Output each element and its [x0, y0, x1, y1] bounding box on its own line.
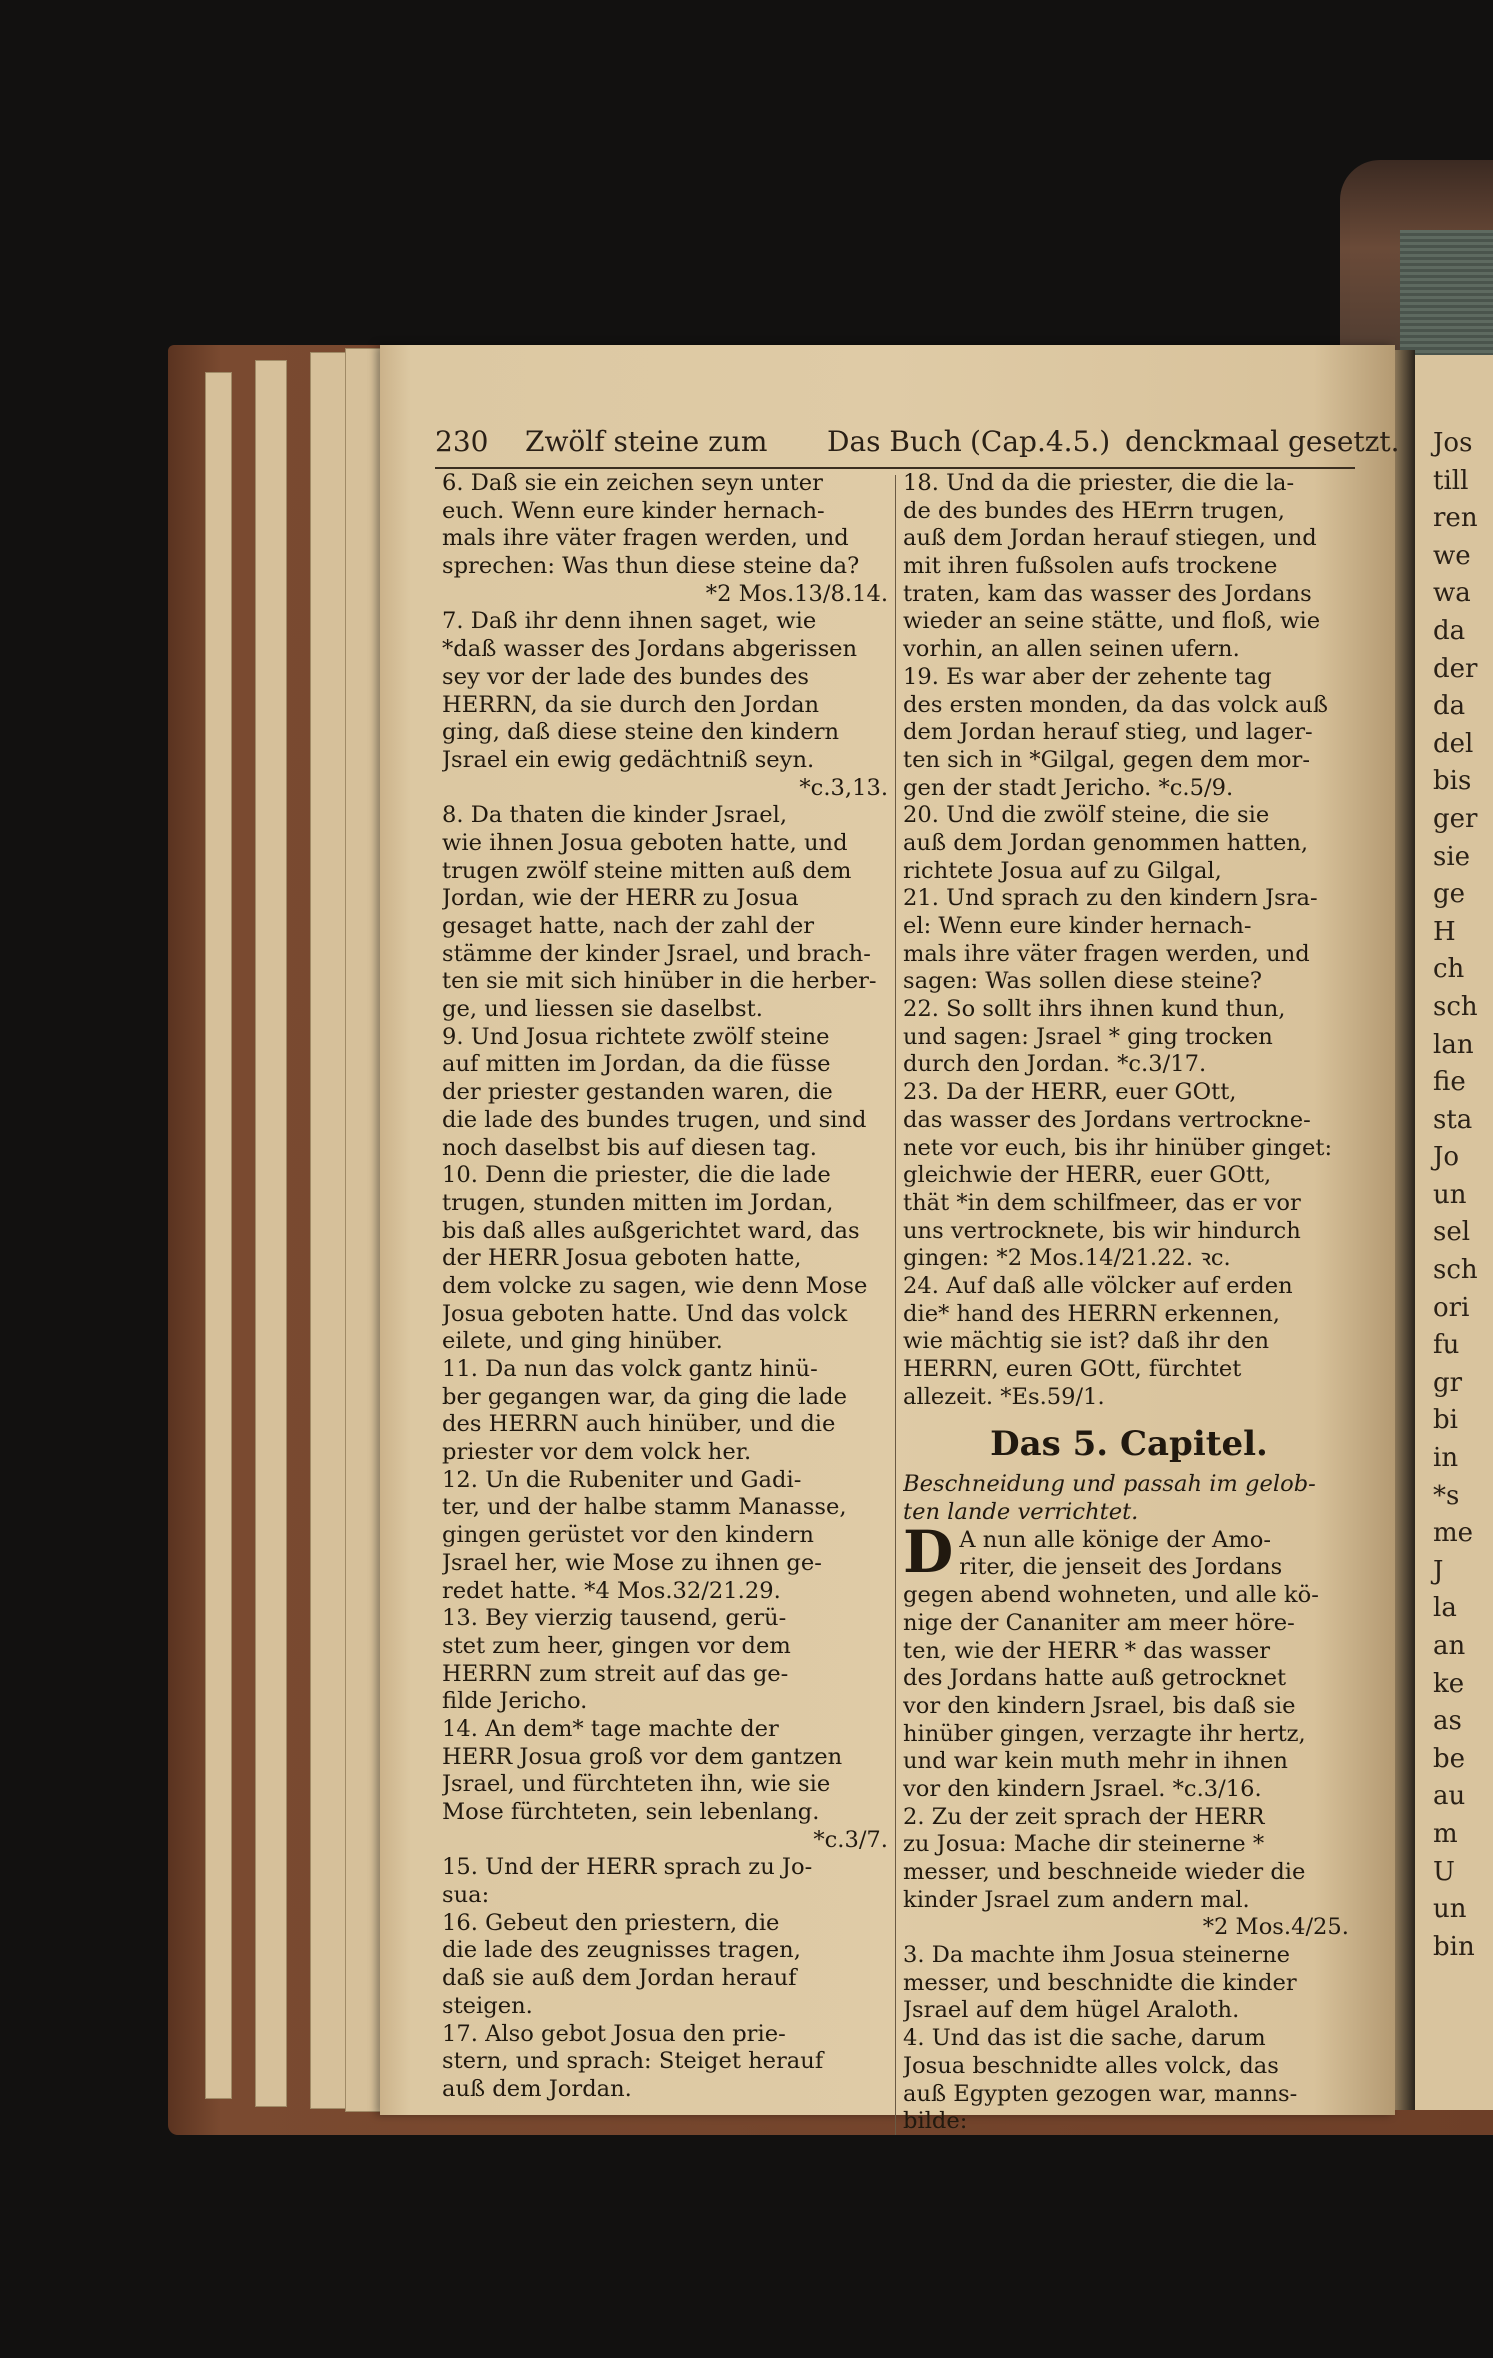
text-line: 2. Zu der zeit sprach der HERR	[903, 1803, 1265, 1830]
text-line: die* hand des HERRN erkennen,	[903, 1300, 1280, 1327]
page-stack-edge	[205, 372, 232, 2099]
fragment-line: bi	[1433, 1405, 1458, 1436]
text-line: vor den kindern Jsrael, bis daß sie	[903, 1692, 1296, 1719]
text-line: 21. Und sprach zu den kindern Jsra-	[903, 885, 1318, 912]
text-line: HERRN zum streit auf das ge-	[442, 1660, 789, 1687]
text-line: Josua geboten hatte. Und das volck	[442, 1300, 848, 1327]
text-line: zu Josua: Mache dir steinerne *	[903, 1831, 1265, 1858]
text-line: steigen.	[442, 1992, 533, 2019]
text-line: mit ihren fußsolen aufs trockene	[903, 553, 1278, 580]
text-line: 7. Daß ihr denn ihnen saget, wie	[442, 608, 817, 635]
text-line: vor den kindern Jsrael. *c.3/16.	[903, 1775, 1262, 1802]
text-line: riter, die jenseit des Jordans	[959, 1554, 1283, 1581]
left-text-column	[442, 470, 894, 2104]
text-line: 11. Da nun das volck gantz hinü-	[442, 1356, 818, 1382]
text-line: trugen zwölf steine mitten auß dem	[442, 857, 852, 884]
fragment-line: sel	[1433, 1217, 1471, 1248]
text-line: ten sie mit sich hinüber in die herber-	[442, 968, 877, 995]
text-line: *c.3/7.	[813, 1826, 888, 1853]
fragment-line: till	[1433, 465, 1469, 496]
text-line: auß dem Jordan genommen hatten,	[903, 829, 1309, 856]
text-line: des HERRN auch hinüber, und die	[442, 1411, 836, 1438]
text-line: 4. Und das ist die sache, darum	[903, 2025, 1266, 2052]
text-line: *2 Mos.13/8.14.	[705, 580, 888, 607]
fragment-line: sch	[1433, 991, 1478, 1022]
text-line: des Jordans hatte auß getrocknet	[903, 1665, 1287, 1692]
text-line: 17. Also gebot Josua den prie-	[442, 2020, 786, 2047]
header-rule	[435, 467, 1355, 469]
text-line: stern, und sprach: Steiget herauf	[442, 2048, 824, 2075]
catchword-left: Zwölf steine zum	[525, 425, 768, 458]
fragment-line: as	[1433, 1706, 1462, 1737]
fragment-line: bis	[1433, 766, 1472, 797]
text-line: ten sich in *Gilgal, gegen dem mor-	[903, 746, 1310, 773]
text-line: traten, kam das wasser des Jordans	[903, 580, 1312, 607]
text-line: dem Jordan herauf stieg, und lager-	[903, 719, 1313, 746]
text-line: priester vor dem volck her.	[442, 1439, 752, 1466]
text-line: der priester gestanden waren, die	[442, 1079, 833, 1106]
drop-cap: D	[903, 1517, 954, 1586]
text-line: gesaget hatte, nach der zahl der	[442, 913, 815, 939]
text-line: ber gegangen war, da ging die lade	[442, 1383, 847, 1410]
fragment-line: der	[1433, 653, 1478, 684]
text-line: 16. Gebeut den priestern, die	[442, 1909, 780, 1936]
text-line: nige der Cananiter am meer höre-	[903, 1609, 1295, 1636]
fragment-line: ren	[1433, 503, 1478, 534]
right-text-column	[903, 470, 1355, 2136]
text-line: 20. Und die zwölf steine, die sie	[903, 802, 1270, 829]
fragment-line: lan	[1433, 1029, 1474, 1060]
text-line: allezeit. *Es.59/1.	[903, 1383, 1105, 1410]
text-line: sua:	[442, 1882, 490, 1909]
text-line: wie ihnen Josua geboten hatte, und	[442, 829, 848, 856]
text-line: Josua beschnidte alles volck, das	[903, 2052, 1279, 2079]
text-line: stet zum heer, gingen vor dem	[442, 1632, 791, 1659]
text-line: *2 Mos.4/25.	[1202, 1914, 1349, 1941]
text-line: und sagen: Jsrael * ging trocken	[903, 1023, 1273, 1050]
text-line: auf mitten im Jordan, da die füsse	[442, 1051, 831, 1078]
fragment-line: ger	[1433, 803, 1478, 834]
text-line: gingen: *2 Mos.14/21.22. ꝛc.	[903, 1245, 1231, 1272]
text-line: ging, daß diese steine den kindern	[442, 719, 840, 746]
text-line: Mose fürchteten, sein lebenlang.	[442, 1799, 820, 1825]
text-line: trugen, stunden mitten im Jordan,	[442, 1189, 834, 1216]
fragment-line: we	[1433, 540, 1471, 571]
text-line: auß dem Jordan herauf stiegen, und	[903, 525, 1317, 552]
text-line: dem volcke zu sagen, wie denn Mose	[442, 1272, 868, 1299]
chapter-heading: Das 5. Capitel.	[990, 1424, 1268, 1465]
fragment-line: ori	[1433, 1292, 1470, 1323]
text-line: thät *in dem schilfmeer, das er vor	[903, 1189, 1301, 1216]
text-line: 9. Und Josua richtete zwölf steine	[442, 1023, 830, 1050]
text-line: des ersten monden, da das volck auß	[903, 691, 1328, 718]
text-line: 3. Da machte ihm Josua steinerne	[903, 1942, 1290, 1969]
fragment-line: U	[1433, 1856, 1455, 1887]
text-line: mals ihre väter fragen werden, und	[903, 940, 1310, 967]
fragment-line: m	[1433, 1818, 1458, 1849]
fragment-line: un	[1433, 1179, 1467, 1210]
fragment-line: H	[1433, 916, 1456, 947]
text-line: sprechen: Was thun diese steine da?	[442, 553, 860, 580]
fragment-line: bin	[1433, 1931, 1475, 1962]
text-line: gingen gerüstet vor den kindern	[442, 1522, 814, 1549]
fragment-line: *s	[1433, 1480, 1460, 1511]
fragment-line: an	[1433, 1631, 1466, 1661]
text-line: richtete Josua auf zu Gilgal,	[903, 857, 1222, 884]
chapter-summary	[903, 1471, 1355, 1526]
running-header	[435, 425, 1400, 465]
catchword-right: denckmaal gesetzt.	[1125, 425, 1400, 458]
text-line: euch. Wenn eure kinder hernach-	[442, 497, 825, 524]
text-line: ge, und liessen sie daselbst.	[442, 996, 763, 1023]
text-line: die lade des zeugnisses tragen,	[442, 1937, 801, 1964]
fragment-line: Jo	[1433, 1142, 1460, 1173]
text-line: Jsrael auf dem hügel Araloth.	[903, 1997, 1240, 2024]
text-line: Jsrael her, wie Mose zu ihnen ge-	[442, 1549, 822, 1576]
fragment-line: ge	[1433, 879, 1466, 910]
text-line: kinder Jsrael zum andern mal.	[903, 1886, 1250, 1913]
text-line: *daß wasser des Jordans abgerissen	[442, 636, 858, 663]
text-line: daß sie auß dem Jordan herauf	[442, 1965, 797, 1992]
fragment-line: me	[1433, 1518, 1474, 1549]
text-line: Jsrael ein ewig gedächtniß seyn.	[442, 746, 815, 773]
text-line: A nun alle könige der Amo-	[959, 1526, 1271, 1553]
page-stack-edge	[255, 360, 287, 2107]
text-line: 14. An dem* tage machte der	[442, 1715, 779, 1742]
text-line: und war kein muth mehr in ihnen	[903, 1748, 1288, 1775]
text-line: wie mächtig sie ist? daß ihr den	[903, 1328, 1270, 1355]
text-line: der HERR Josua geboten hatte,	[442, 1245, 802, 1272]
fragment-line: Jos	[1433, 428, 1473, 458]
text-line: bilde:	[903, 2108, 968, 2135]
fragment-line: la	[1433, 1593, 1457, 1624]
fragment-line: ke	[1433, 1668, 1465, 1699]
text-line: mals ihre väter fragen werden, und	[442, 525, 849, 552]
text-line: eilete, und ging hinüber.	[442, 1328, 723, 1355]
text-line: 23. Da der HERR, euer GOtt,	[903, 1079, 1237, 1106]
text-line: Jordan, wie der HERR zu Josua	[442, 885, 799, 912]
fragment-line: da	[1433, 615, 1466, 646]
text-line: 18. Und da die priester, die die la-	[903, 470, 1295, 496]
text-line: 12. Un die Rubeniter und Gadi-	[442, 1466, 802, 1493]
text-line: stämme der kinder Jsrael, und brach-	[442, 940, 871, 967]
text-line: filde Jericho.	[442, 1688, 588, 1715]
text-line: auß dem Jordan.	[442, 2075, 632, 2102]
text-line: 8. Da thaten die kinder Jsrael,	[442, 802, 788, 829]
text-line: gegen abend wohneten, und alle kö-	[903, 1582, 1319, 1609]
text-line: das wasser des Jordans vertrockne-	[903, 1106, 1311, 1133]
text-line: 13. Bey vierzig tausend, gerü-	[442, 1605, 787, 1632]
text-line: die lade des bundes trugen, und sind	[442, 1106, 867, 1133]
fragment-line: gr	[1433, 1367, 1463, 1398]
fragment-line: un	[1433, 1894, 1467, 1925]
text-line: sagen: Was sollen diese steine?	[903, 968, 1263, 995]
fragment-line: in	[1433, 1443, 1459, 1474]
page-number: 230	[435, 425, 489, 458]
text-line: ter, und der halbe stamm Manasse,	[442, 1494, 847, 1521]
text-line: Jsrael, und fürchteten ihn, wie sie	[442, 1771, 831, 1798]
text-line: 22. So sollt ihrs ihnen kund thun,	[903, 996, 1286, 1023]
text-line: nete vor euch, bis ihr hinüber ginget:	[903, 1134, 1333, 1161]
text-line: Beschneidung und passah im gelob-	[903, 1471, 1316, 1498]
column-divider	[895, 475, 896, 2135]
text-line: 10. Denn die priester, die die lade	[442, 1162, 831, 1189]
text-line: auß Egypten gezogen war, manns-	[903, 2080, 1298, 2107]
chapter-5-verses	[903, 1517, 1355, 2136]
text-line: noch daselbst bis auf diesen tag.	[442, 1134, 817, 1161]
text-line: HERRN, da sie durch den Jordan	[442, 691, 820, 718]
text-line: HERRN, euren GOtt, fürchtet	[903, 1356, 1242, 1382]
book-title: Das Buch	[827, 425, 962, 458]
text-line: sey vor der lade des bundes des	[442, 663, 810, 690]
text-line: gen der stadt Jericho. *c.5/9.	[903, 774, 1234, 801]
text-line: 19. Es war aber der zehente tag	[903, 663, 1272, 690]
fragment-line: da	[1433, 691, 1466, 722]
text-line: vorhin, an allen seinen ufern.	[903, 636, 1240, 663]
text-line: el: Wenn eure kinder hernach-	[903, 913, 1252, 939]
text-line: redet hatte. *4 Mos.32/21.29.	[442, 1577, 781, 1604]
chapter-reference: (Cap.4.5.)	[970, 425, 1111, 458]
text-line: durch den Jordan. *c.3/17.	[903, 1051, 1207, 1078]
text-line: HERR Josua groß vor dem gantzen	[442, 1743, 843, 1770]
text-line: gleichwie der HERR, euer GOtt,	[903, 1162, 1272, 1189]
text-line: ten lande verrichtet.	[903, 1499, 1139, 1526]
text-line: hinüber gingen, verzagte ihr hertz,	[903, 1720, 1306, 1747]
fragment-line: ch	[1433, 954, 1465, 985]
right-page-text	[1415, 355, 1493, 1966]
fragment-line: sch	[1433, 1255, 1478, 1286]
text-line: de des bundes des HErrn trugen,	[903, 497, 1285, 524]
fragment-line: wa	[1433, 578, 1471, 609]
text-line: messer, und beschneide wieder die	[903, 1859, 1306, 1885]
text-line: 24. Auf daß alle völcker auf erden	[903, 1272, 1293, 1299]
right-page-fragment	[1415, 355, 1493, 2110]
fragment-line: be	[1433, 1743, 1466, 1774]
fragment-line: sie	[1433, 841, 1471, 872]
text-line: *c.3,13.	[799, 774, 888, 801]
text-line: messer, und beschnidte die kinder	[903, 1969, 1297, 1996]
fragment-line: fu	[1433, 1330, 1460, 1361]
book-gutter	[1395, 350, 1415, 2110]
text-line: uns vertrocknete, bis wir hindurch	[903, 1217, 1301, 1244]
text-line: bis daß alles außgerichtet ward, das	[442, 1217, 860, 1244]
fragment-line: sta	[1433, 1104, 1473, 1135]
fragment-line: del	[1433, 728, 1474, 759]
fragment-line: au	[1433, 1781, 1466, 1812]
text-line: 6. Daß sie ein zeichen seyn unter	[442, 470, 823, 496]
fragment-line: fie	[1433, 1067, 1466, 1098]
text-line: wieder an seine stätte, und floß, wie	[903, 608, 1321, 635]
text-line: 15. Und der HERR sprach zu Jo-	[442, 1854, 813, 1881]
text-line: ten, wie der HERR * das wasser	[903, 1637, 1271, 1664]
fragment-line: J	[1433, 1555, 1444, 1586]
verses-chapter-4	[903, 470, 1355, 1411]
